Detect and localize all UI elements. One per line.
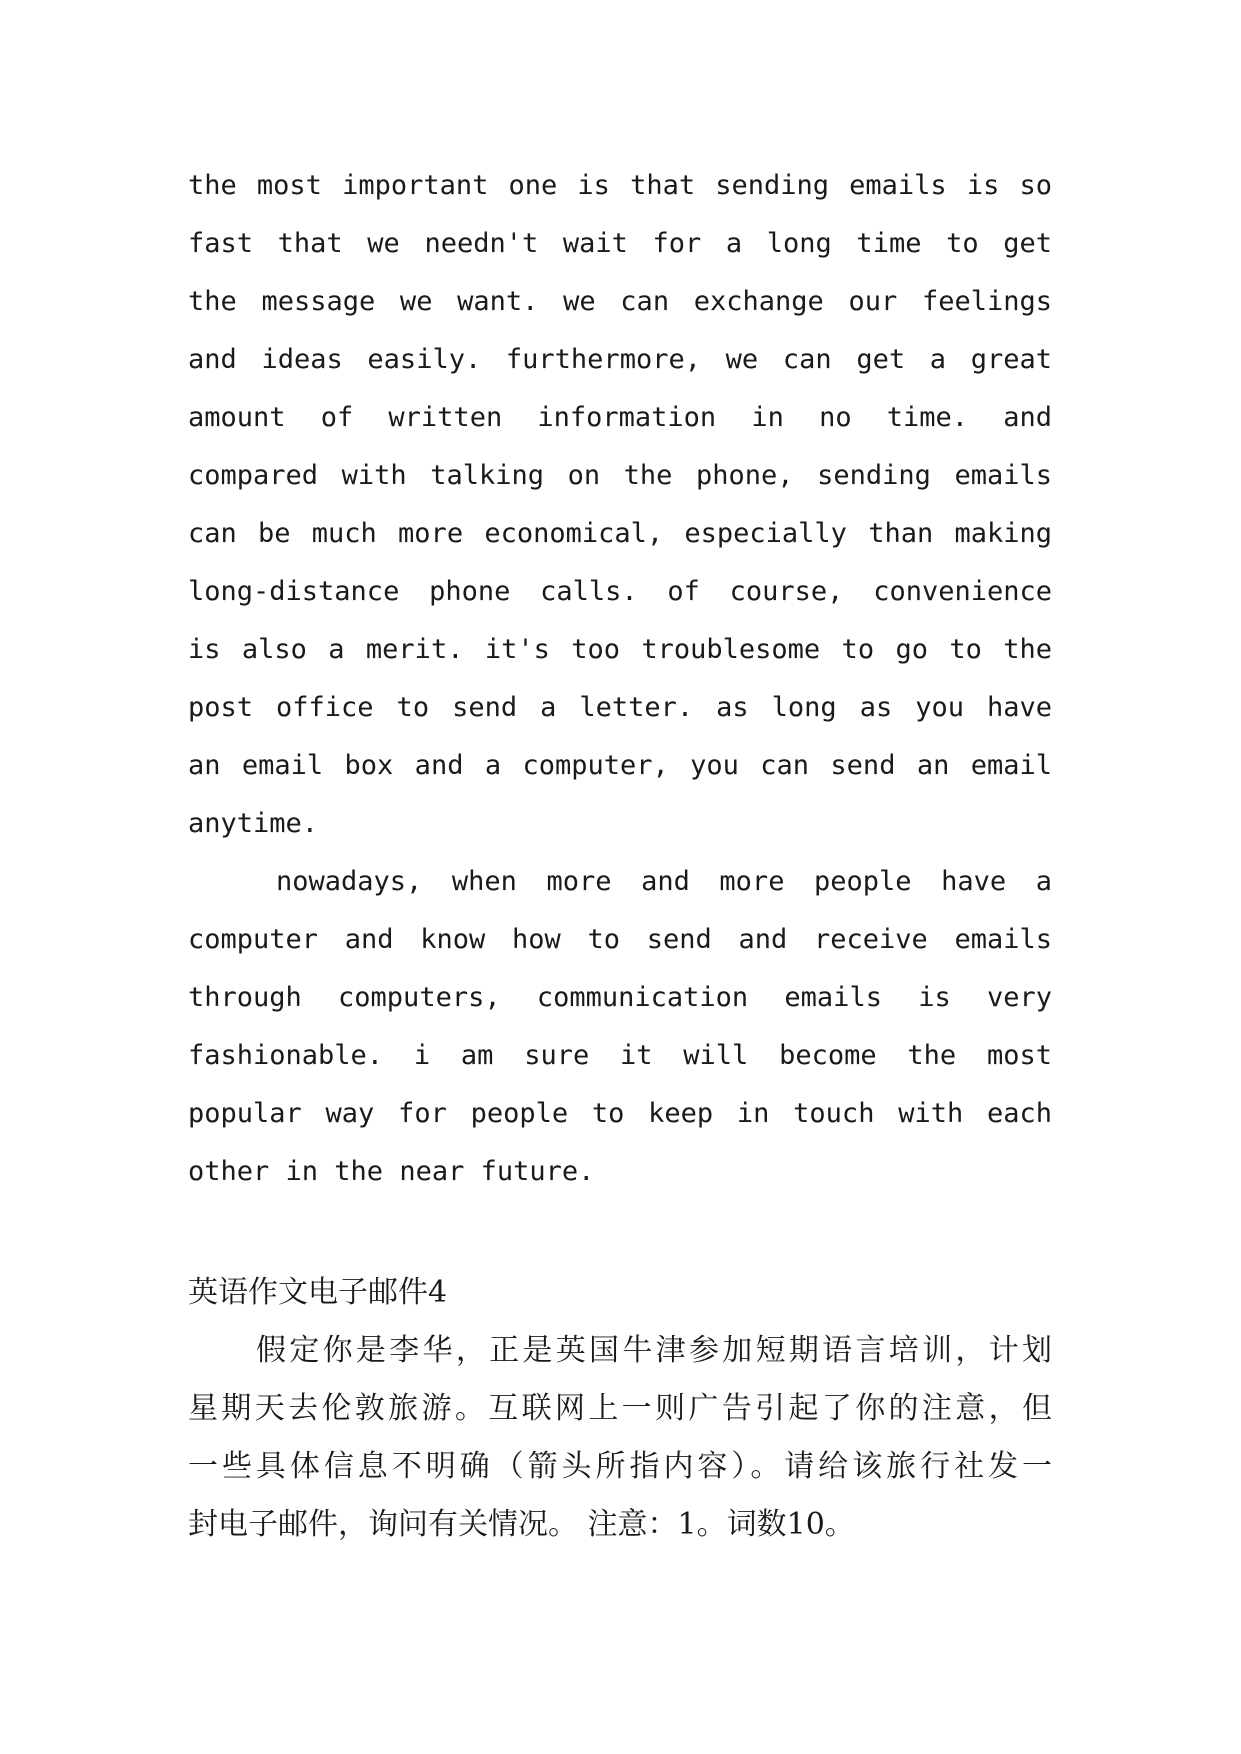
paragraph-1-line-11: an email box and a computer, you can send an email bbox=[188, 750, 1052, 781]
paragraph-1-line-9: is also a merit. it's too troublesome to go to the bbox=[188, 634, 1052, 665]
paragraph-1-line-7: can be much more economical, especially than making bbox=[188, 518, 1052, 549]
paragraph-1-line-10: post office to send a letter. as long as you have bbox=[188, 692, 1052, 723]
paragraph-1-line-5: amount of written information in no time. and bbox=[188, 402, 1052, 433]
paragraph-2-line-4: fashionable. i am sure it will become the most bbox=[188, 1040, 1052, 1071]
paragraph-2-line-5: popular way for people to keep in touch with each bbox=[188, 1098, 1052, 1129]
paragraph-1-line-4: and ideas easily. furthermore, we can get a great bbox=[188, 344, 1052, 375]
paragraph-2-line-1: nowadays, when more and more people have a bbox=[276, 866, 1052, 897]
paragraph-2-line-2: computer and know how to send and receive emails bbox=[188, 924, 1052, 955]
paragraph-3-line-3: 一些具体信息不明确（箭头所指内容）。请给该旅行社发一 bbox=[188, 1449, 1052, 1484]
paragraph-2-line-6: other in the near future. bbox=[188, 1156, 595, 1187]
paragraph-1-line-8: long-distance phone calls. of course, convenience bbox=[188, 576, 1052, 607]
paragraph-2-line-3: through computers, communication emails is very bbox=[188, 982, 1052, 1013]
paragraph-3-line-1: 假定你是李华，正是英国牛津参加短期语言培训，计划 bbox=[256, 1333, 1052, 1368]
paragraph-3-line-2: 星期天去伦敦旅游。互联网上一则广告引起了你的注意，但 bbox=[188, 1391, 1052, 1426]
section-heading: 英语作文电子邮件4 bbox=[188, 1275, 448, 1310]
paragraph-1-line-3: the message we want. we can exchange our feelings bbox=[188, 286, 1052, 317]
paragraph-1-line-6: compared with talking on the phone, sending emails bbox=[188, 460, 1052, 491]
paragraph-3-line-4: 封电子邮件，询问有关情况。 注意：1。词数10。 bbox=[188, 1507, 855, 1542]
paragraph-1-line-1: the most important one is that sending emails is so bbox=[188, 170, 1052, 201]
paragraph-1-line-12: anytime. bbox=[188, 808, 319, 839]
paragraph-1-line-2: fast that we needn't wait for a long time to get bbox=[188, 228, 1052, 259]
